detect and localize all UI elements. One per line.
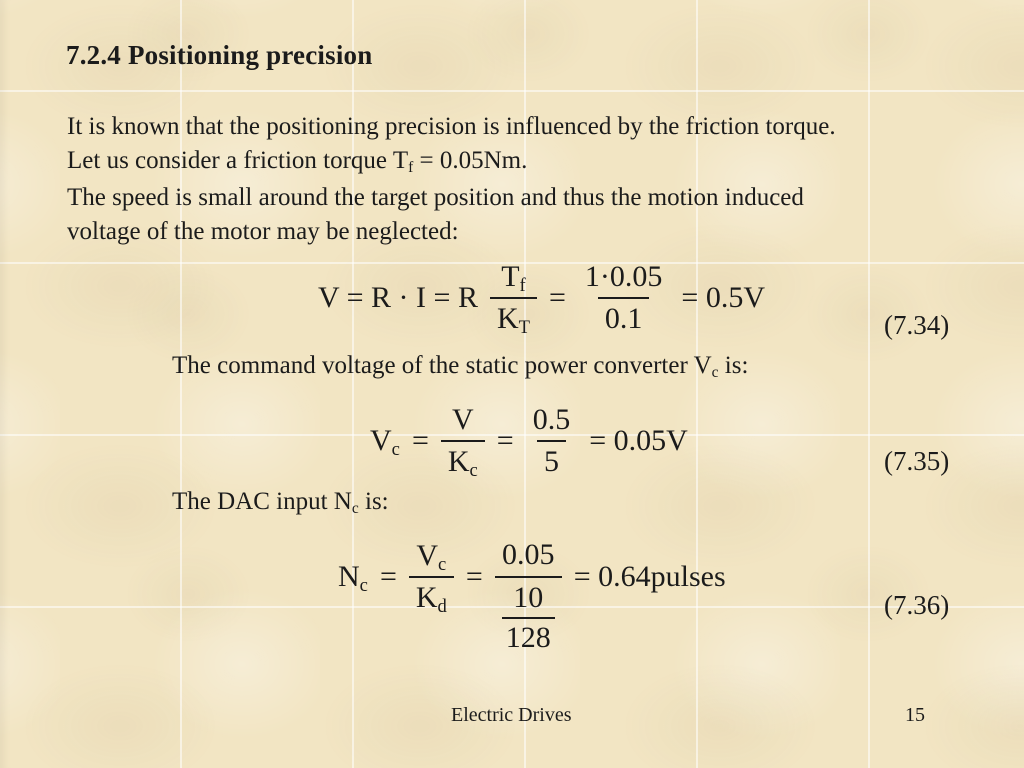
eq734-frac2-denominator: 0.1 xyxy=(598,297,650,337)
eq734-frac1-numerator xyxy=(494,260,533,298)
subscript-c: c xyxy=(351,500,359,518)
intro-line-2-post: = 0.05Nm. xyxy=(413,147,528,174)
eq734-frac1-denominator xyxy=(490,297,537,337)
intro-paragraph xyxy=(67,110,836,249)
subscript-T: T xyxy=(518,317,530,339)
eq736-nested-denominator: 128 xyxy=(502,617,555,656)
symbol-K: K xyxy=(496,302,519,335)
subscript-f: f xyxy=(408,159,414,177)
converter-text-pre: The command voltage of the static power converter V xyxy=(172,352,712,379)
eq734-frac2-numerator: 1·0.05 xyxy=(584,259,663,293)
page-number: 15 xyxy=(905,704,925,726)
subscript-c: c xyxy=(391,439,400,461)
equation-735 xyxy=(370,393,688,489)
intro-line-1: It is known that the positioning precision is influenced by the friction torque. xyxy=(67,113,836,140)
footer-title: Electric Drives xyxy=(451,704,572,726)
eq736-fraction-2 xyxy=(495,538,562,656)
subscript-d: d xyxy=(437,596,447,618)
eq736-frac2-denominator xyxy=(495,576,562,656)
eq736-fraction-1 xyxy=(409,539,454,616)
eq735-frac2-numerator: 0.5 xyxy=(532,402,571,436)
eq736-nested-numerator: 10 xyxy=(513,580,544,614)
subscript-c: c xyxy=(359,575,368,597)
dac-paragraph xyxy=(172,485,389,522)
eq736-lead xyxy=(338,560,368,597)
intro-line-3: The speed is small around the target position and thus the motion induced xyxy=(67,184,804,211)
eq734-lead: V = R · I = R xyxy=(318,281,478,314)
eq735-frac2-denominator: 5 xyxy=(537,440,566,480)
intro-line-4: voltage of the motor may be neglected: xyxy=(67,218,459,245)
slide-title: 7.2.4 Positioning precision xyxy=(66,40,373,70)
eq734-equals-2: = xyxy=(549,281,566,314)
eq735-fraction-2 xyxy=(526,403,578,480)
eq736-frac1-numerator xyxy=(409,539,453,577)
eq735-equals-1: = xyxy=(411,424,429,457)
equation-734 xyxy=(318,250,765,346)
symbol-K: K xyxy=(447,445,470,478)
eq736-equals-2: = xyxy=(465,560,483,593)
subscript-c: c xyxy=(711,364,719,382)
converter-text-post: is: xyxy=(718,352,749,379)
eq-label-736: (7.36) xyxy=(884,590,950,620)
symbol-K: K xyxy=(415,581,438,614)
subscript-c: c xyxy=(469,460,478,482)
eq734-fraction-2 xyxy=(578,260,670,337)
eq734-result: = 0.5V xyxy=(681,281,766,314)
eq735-frac1-numerator: V xyxy=(451,402,474,436)
eq736-equals-1: = xyxy=(379,560,397,593)
eq-label-734: (7.34) xyxy=(884,310,950,340)
eq736-result: = 0.64pulses xyxy=(573,560,726,593)
eq736-frac1-denominator xyxy=(409,576,454,616)
symbol-T: T xyxy=(501,259,520,293)
symbol-V: V xyxy=(416,538,439,572)
dac-text-post: is: xyxy=(358,488,389,515)
eq735-fraction-1 xyxy=(441,403,485,480)
eq735-frac1-denominator xyxy=(441,440,485,480)
eq735-lead xyxy=(370,424,400,461)
symbol-V: V xyxy=(370,424,392,457)
eq736-frac2-numerator: 0.05 xyxy=(502,538,555,572)
eq-label-735: (7.35) xyxy=(884,446,950,476)
eq736-nested-fraction xyxy=(502,581,555,656)
eq735-result: = 0.05V xyxy=(589,424,688,457)
symbol-N: N xyxy=(338,560,360,593)
intro-line-2-pre: Let us consider a friction torque T xyxy=(67,147,409,174)
converter-paragraph xyxy=(172,349,748,386)
eq735-equals-2: = xyxy=(496,424,514,457)
dac-text-pre: The DAC input N xyxy=(172,488,352,515)
intro-line-2 xyxy=(67,144,836,181)
subscript-f: f xyxy=(519,274,526,296)
subscript-c: c xyxy=(438,553,447,575)
eq734-fraction-1 xyxy=(490,260,537,337)
equation-736 xyxy=(338,529,726,655)
